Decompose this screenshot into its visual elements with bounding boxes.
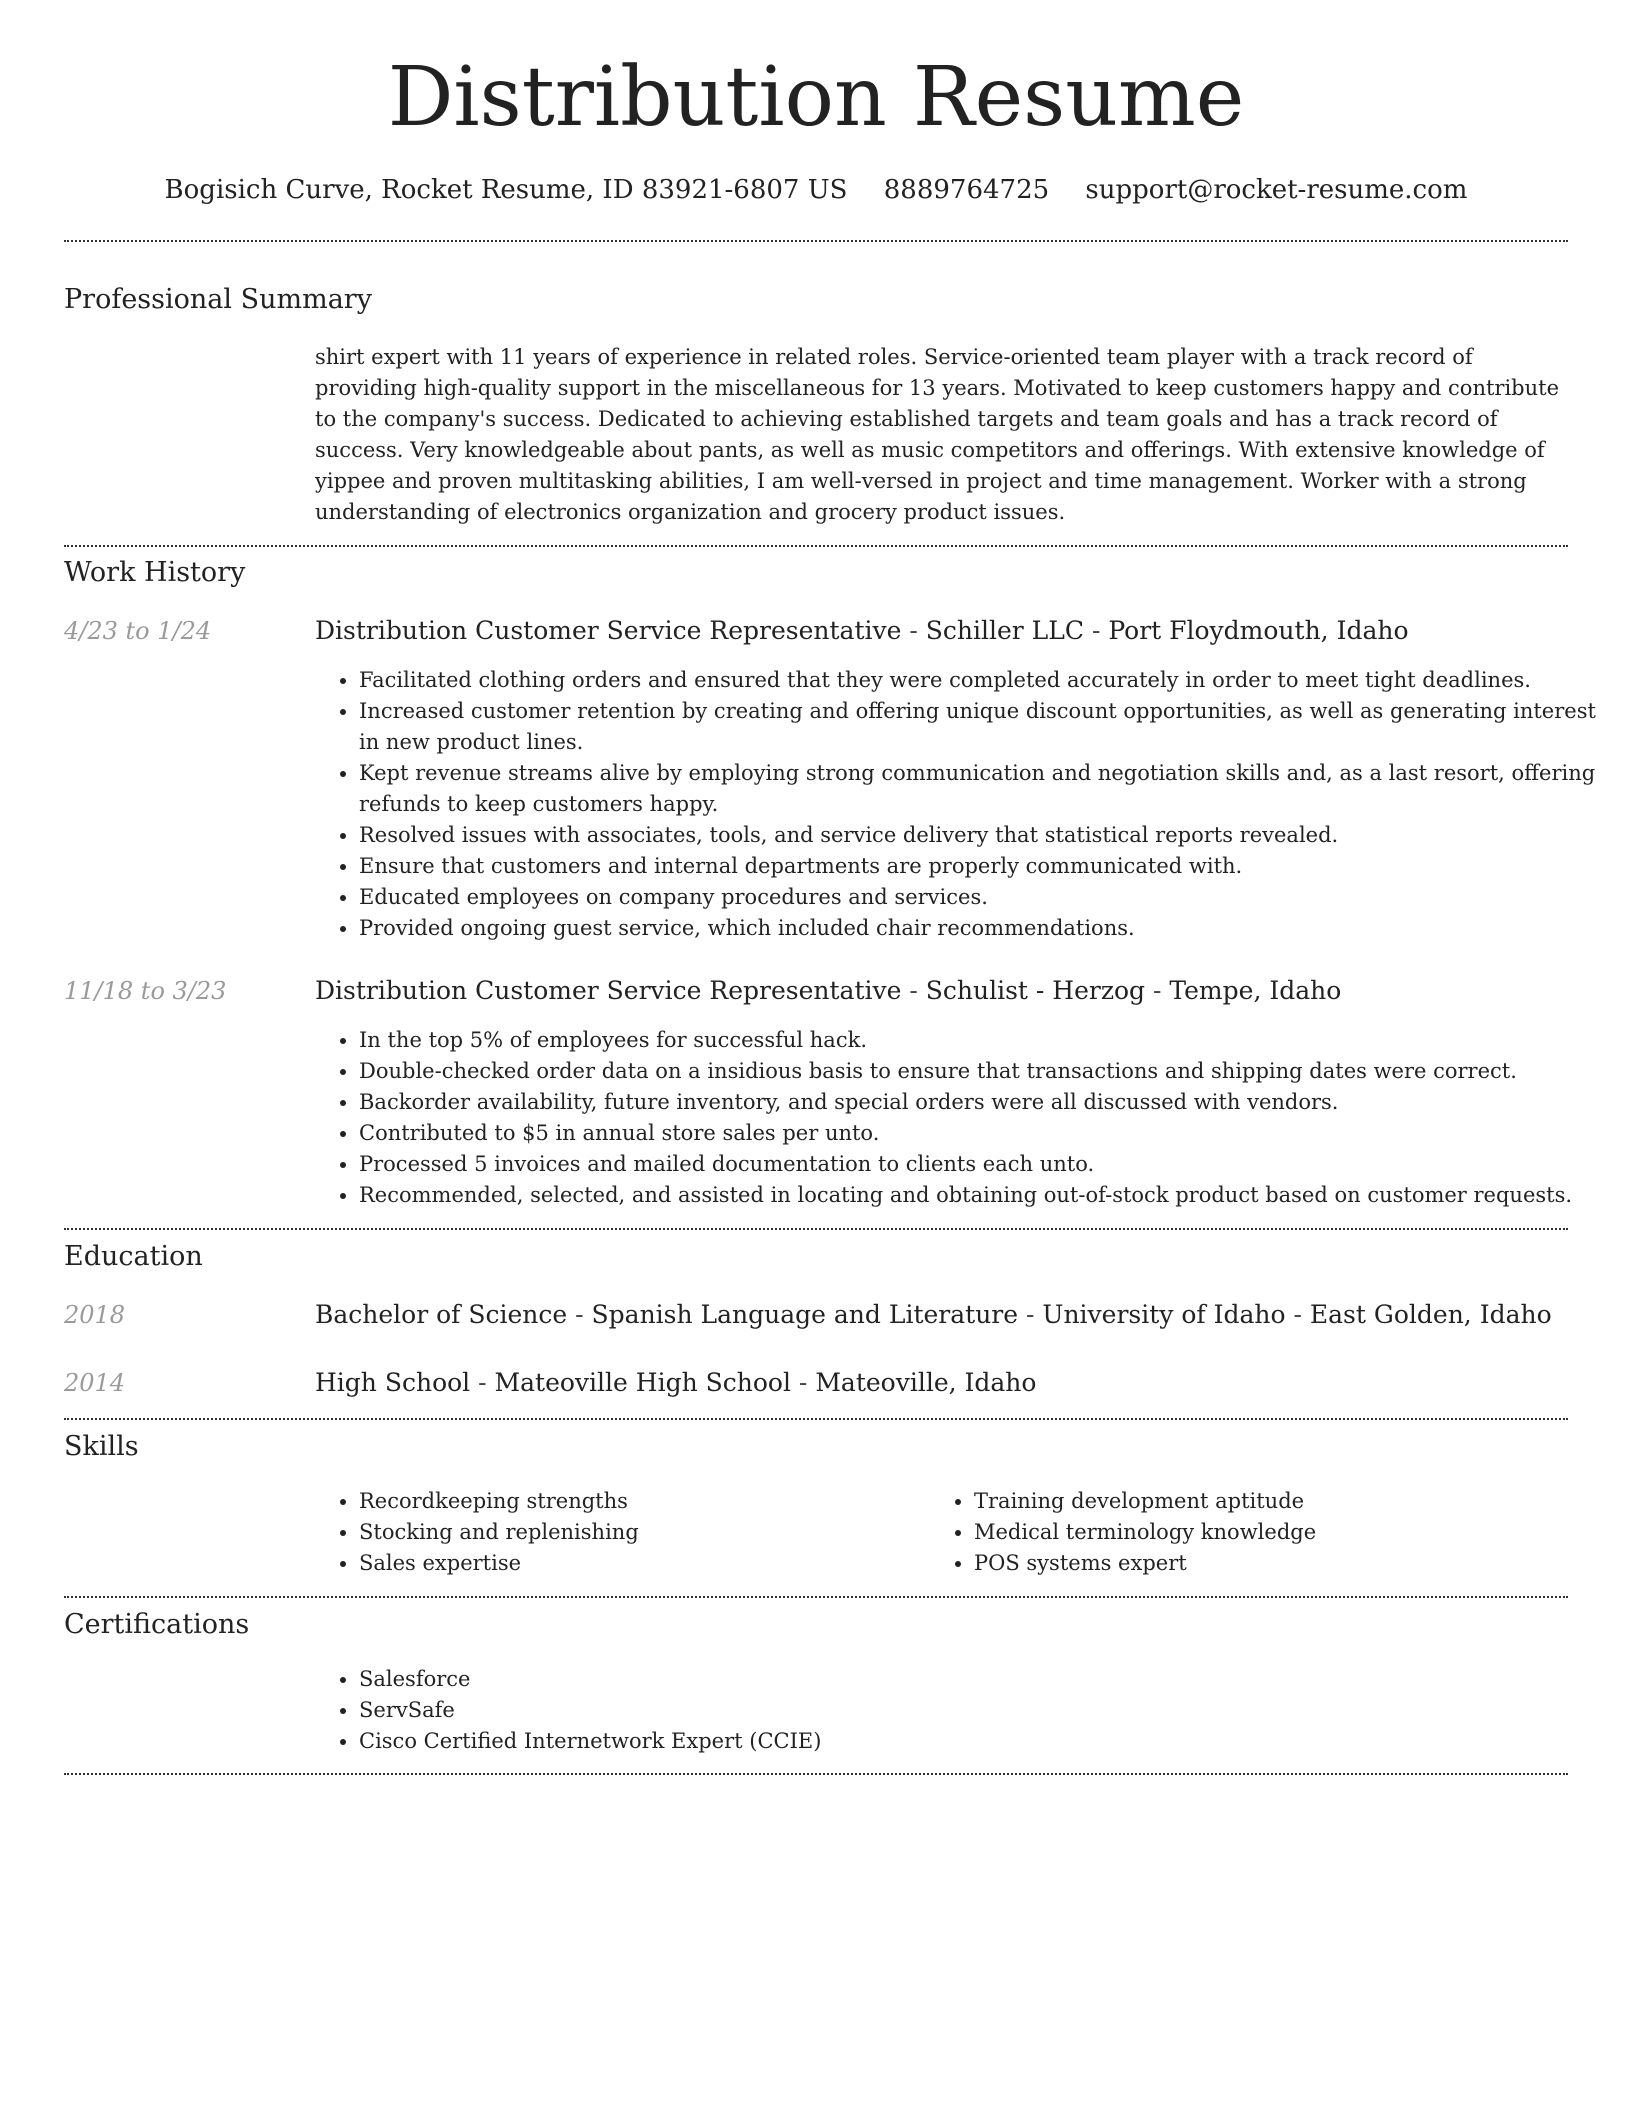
- email-link[interactable]: support@rocket-resume.com: [1085, 175, 1468, 205]
- job-role: Distribution Customer Service Representative: [315, 616, 902, 645]
- education-heading: [315, 1366, 1568, 1400]
- list-item: • Facilitated clothing orders and ensured that they were completed accurately in order to meet tight deadlines.: [359, 665, 1612, 696]
- separator: -: [901, 616, 926, 645]
- list-item: • Kept revenue streams alive by employing strong communication and negotiation skills and, as a last resort, offering refunds to keep customers happy.: [359, 758, 1612, 820]
- list-item: • Recordkeeping strengths: [359, 1486, 929, 1517]
- school-name: University of Idaho: [1042, 1300, 1286, 1329]
- degree: Bachelor of Science: [315, 1300, 568, 1329]
- separator: -: [1084, 616, 1109, 645]
- section-title-skills: Skills: [64, 1431, 139, 1462]
- phone-text[interactable]: 8889764725: [883, 175, 1050, 205]
- education-heading: [315, 1298, 1568, 1332]
- separator: -: [470, 1368, 495, 1397]
- divider: [64, 545, 1568, 547]
- job-company: Schiller LLC: [925, 616, 1084, 645]
- separator: -: [567, 1300, 592, 1329]
- list-item: • Backorder availability, future inventory, and special orders were all discussed with vendors.: [359, 1087, 1612, 1118]
- job-bullets: [315, 1025, 1612, 1211]
- contact-line: [0, 172, 1632, 208]
- divider: [64, 1228, 1568, 1230]
- job-heading: [315, 974, 1568, 1008]
- certifications-list: [315, 1664, 1612, 1757]
- job-dates: 11/18 to 3/23: [64, 977, 227, 1005]
- list-item: • Stocking and replenishing: [359, 1517, 929, 1548]
- separator: -: [901, 976, 926, 1005]
- section-title-work: Work History: [64, 557, 246, 588]
- list-item: • Increased customer retention by creating and offering unique discount opportunities, as well as generating interest in new product lines.: [359, 696, 1612, 758]
- list-item: • POS systems expert: [974, 1548, 1574, 1579]
- divider: [64, 240, 1568, 242]
- section-title-summary: Professional Summary: [64, 284, 372, 315]
- field-of-study: Spanish Language and Literature: [591, 1300, 1019, 1329]
- list-item: • Cisco Certified Internetwork Expert (CCIE): [359, 1726, 1612, 1757]
- list-item: • Training development aptitude: [974, 1486, 1574, 1517]
- address-text: Bogisich Curve, Rocket Resume, ID 83921-6807 US: [164, 175, 848, 205]
- skills-list-left: [315, 1486, 929, 1579]
- separator: -: [1145, 976, 1170, 1005]
- divider: [64, 1418, 1568, 1420]
- education-year: 2014: [64, 1369, 126, 1397]
- list-item: • Double-checked order data on a insidious basis to ensure that transactions and shipping dates were correct.: [359, 1056, 1612, 1087]
- list-item: • Medical terminology knowledge: [974, 1517, 1574, 1548]
- job-company: Schulist - Herzog: [925, 976, 1146, 1005]
- separator: -: [1018, 1300, 1043, 1329]
- section-title-certifications: Certifications: [64, 1609, 250, 1640]
- list-item: • Contributed to $5 in annual store sales per unto.: [359, 1118, 1612, 1149]
- summary-text: shirt expert with 11 years of experience in related roles. Service-oriented team player with a track record of providing high-quality support in the miscellaneous for 13 years. Motivated to keep customers happy and contribute to the company's success. Dedicated to achieving established targets and team goals and has a track record of success. Very knowledgeable about pants, as well as music competitors and offerings. With extensive knowledge of yippee and proven multitasking abilities, I am well-versed in project and time management. Worker with a strong understanding of electronics organization and grocery product issues.: [315, 345, 1559, 524]
- resume-title: Distribution Resume: [387, 50, 1245, 145]
- list-item: • ServSafe: [359, 1695, 1612, 1726]
- job-bullets: [315, 665, 1612, 944]
- list-item: • Recommended, selected, and assisted in locating and obtaining out-of-stock product based on customer requests.: [359, 1180, 1612, 1211]
- separator: -: [1285, 1300, 1310, 1329]
- degree: High School: [315, 1368, 471, 1397]
- list-item: • Provided ongoing guest service, which included chair recommendations.: [359, 913, 1612, 944]
- list-item: • Sales expertise: [359, 1548, 929, 1579]
- list-item: • Processed 5 invoices and mailed documentation to clients each unto.: [359, 1149, 1612, 1180]
- school-location: Mateoville, Idaho: [815, 1368, 1037, 1397]
- list-item: • Resolved issues with associates, tools, and service delivery that statistical reports revealed.: [359, 820, 1612, 851]
- separator: -: [790, 1368, 816, 1397]
- job-location: Port Floydmouth, Idaho: [1108, 616, 1409, 645]
- list-item: • Educated employees on company procedures and services.: [359, 882, 1612, 913]
- divider: [64, 1596, 1568, 1598]
- school-name: Mateoville High School: [494, 1368, 791, 1397]
- list-item: • Salesforce: [359, 1664, 1612, 1695]
- school-location: East Golden, Idaho: [1309, 1300, 1552, 1329]
- list-item: • Ensure that customers and internal departments are properly communicated with.: [359, 851, 1612, 882]
- education-year: 2018: [64, 1301, 126, 1329]
- list-item: • In the top 5% of employees for successful hack.: [359, 1025, 1612, 1056]
- skills-list-right: [930, 1486, 1574, 1579]
- divider: [64, 1773, 1568, 1775]
- job-role: Distribution Customer Service Representative: [315, 976, 902, 1005]
- job-location: Tempe, Idaho: [1169, 976, 1342, 1005]
- section-title-education: Education: [64, 1241, 203, 1272]
- job-dates: 4/23 to 1/24: [64, 617, 212, 645]
- job-heading: [315, 614, 1568, 648]
